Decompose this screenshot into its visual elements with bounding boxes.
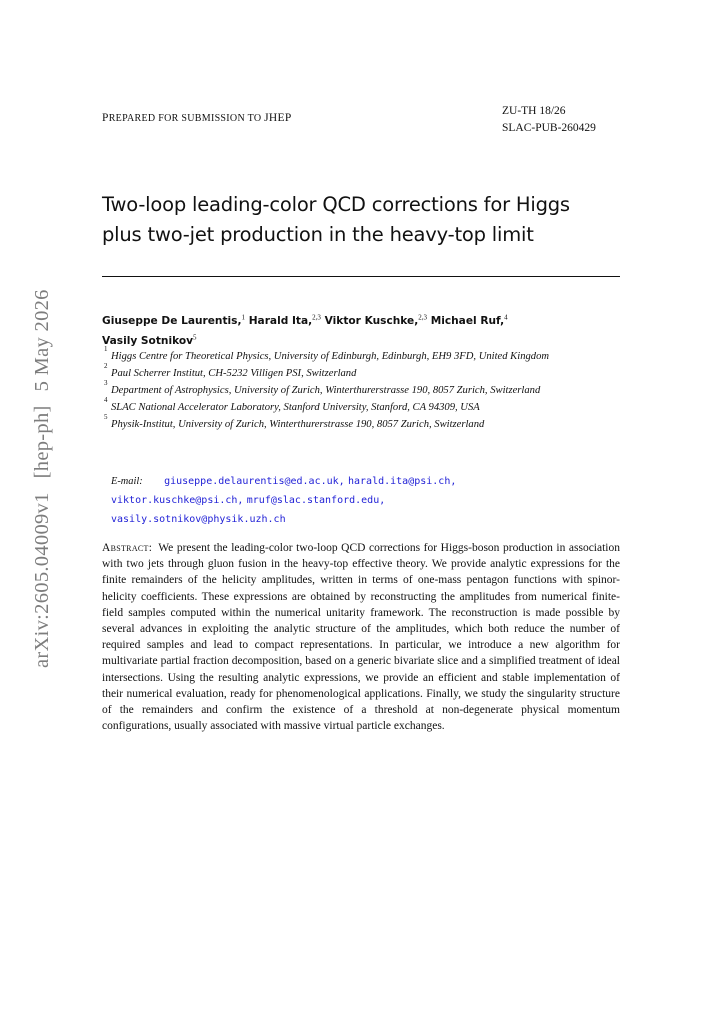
author-affiliation-mark: 4 bbox=[504, 313, 508, 321]
author-name: Giuseppe De Laurentis, bbox=[102, 314, 242, 327]
author-name: Harald Ita, bbox=[248, 314, 313, 327]
report-number: ZU-TH 18/26 bbox=[502, 105, 566, 117]
author-name: Viktor Kuschke, bbox=[324, 314, 419, 327]
affiliation-number: 2 bbox=[104, 362, 108, 370]
author-affiliation-mark: 5 bbox=[193, 333, 197, 342]
title-line: Two-loop leading-color QCD corrections for Higgs bbox=[102, 193, 570, 216]
affiliation-number: 1 bbox=[104, 345, 108, 353]
arxiv-id: arXiv:2605.04009v1 bbox=[31, 492, 53, 668]
report-number: SLAC-PUB-260429 bbox=[502, 122, 596, 134]
prepared-journal: JHEP bbox=[264, 112, 292, 124]
abstract bbox=[102, 540, 620, 734]
author-list bbox=[102, 309, 627, 350]
affiliation bbox=[102, 345, 622, 365]
title-line: plus two-jet production in the heavy-top limit bbox=[102, 223, 534, 246]
author-name: Michael Ruf, bbox=[430, 314, 505, 327]
author bbox=[102, 335, 197, 347]
email-link[interactable]: harald.ita@psi.ch, bbox=[348, 476, 457, 487]
author bbox=[249, 315, 321, 327]
affiliation bbox=[102, 413, 622, 433]
prepared-text: REPARED FOR SUBMISSION TO bbox=[108, 113, 265, 124]
paper-title bbox=[102, 190, 642, 250]
affiliation-number: 3 bbox=[104, 379, 108, 387]
author bbox=[102, 315, 245, 327]
arxiv-category: [hep-ph] bbox=[31, 405, 53, 479]
email-label: E-mail: bbox=[111, 476, 143, 487]
author-name: Vasily Sotnikov bbox=[102, 335, 194, 348]
affiliation-number: 5 bbox=[104, 413, 108, 421]
author-affiliation-mark: 1 bbox=[241, 313, 245, 321]
author bbox=[431, 315, 508, 327]
journal-preparation-note bbox=[102, 112, 292, 124]
arxiv-date: 5 May 2026 bbox=[31, 289, 53, 392]
title-rule bbox=[102, 276, 620, 277]
abstract-label: Abstract: bbox=[102, 542, 153, 554]
affiliation bbox=[102, 379, 622, 399]
author-affiliation-mark: 2,3 bbox=[312, 313, 321, 321]
affiliation-text: Department of Astrophysics, University of Zurich, Winterthurerstrasse 190, 8057 Zurich, Switzerland bbox=[111, 385, 541, 396]
email-link[interactable]: mruf@slac.stanford.edu, bbox=[246, 495, 386, 506]
affiliation bbox=[102, 362, 622, 382]
affiliation-text: Paul Scherrer Institut, CH-5232 Villigen PSI, Switzerland bbox=[111, 368, 357, 379]
affiliation-text: Physik-Institut, University of Zurich, Winterthurerstrasse 190, 8057 Zurich, Switzerland bbox=[111, 419, 485, 430]
affiliation-number: 4 bbox=[104, 396, 108, 404]
author bbox=[325, 315, 427, 327]
abstract-text: We present the leading-color two-loop QCD corrections for Higgs-boson production in association with two jets through gluon fusion in the heavy-top effective theory. We provide analytic expressions for the finite remainders of the helicity amplitudes, written in terms of one-mass pentagon functions with spinor-helicity coefficients. These expressions are obtained by reconstructing the amplitudes from numerical finite-field samples computed within the numerical unitarity framework. The reconstruction is made possible by several advances in exploiting the analytic structure of the amplitudes, which both reduce the number of required samples and lead to compact representations. In particular, we introduce a new algorithm for multivariate partial fraction decomposition, based on a generic bivariate slice and a simplified treatment of ideal intersections. Using the resulting analytic expressions, we provide an efficient and stable implementation of their numerical evaluation, ready for phenomenological applications. Finally, we study the singularity structure of the remainders and confirm the existence of a threshold at non-degenerate physical momentum configurations, usually associated with massive virtual particle exchanges. bbox=[102, 542, 620, 733]
email-link[interactable]: viktor.kuschke@psi.ch, bbox=[111, 495, 244, 506]
email-link[interactable]: giuseppe.delaurentis@ed.ac.uk, bbox=[164, 476, 345, 487]
email-link[interactable]: vasily.sotnikov@physik.uzh.ch bbox=[111, 514, 286, 525]
email-block bbox=[111, 472, 621, 529]
affiliation-list bbox=[102, 345, 622, 433]
author-affiliation-mark: 2,3 bbox=[418, 313, 427, 321]
affiliation bbox=[102, 396, 622, 416]
report-numbers bbox=[502, 103, 596, 137]
arxiv-stamp bbox=[31, 275, 54, 668]
affiliation-text: Higgs Centre for Theoretical Physics, University of Edinburgh, Edinburgh, EH9 3FD, United Kingdom bbox=[111, 351, 550, 362]
affiliation-text: SLAC National Accelerator Laboratory, Stanford University, Stanford, CA 94309, USA bbox=[111, 402, 480, 413]
prepared-initial: P bbox=[102, 112, 109, 124]
